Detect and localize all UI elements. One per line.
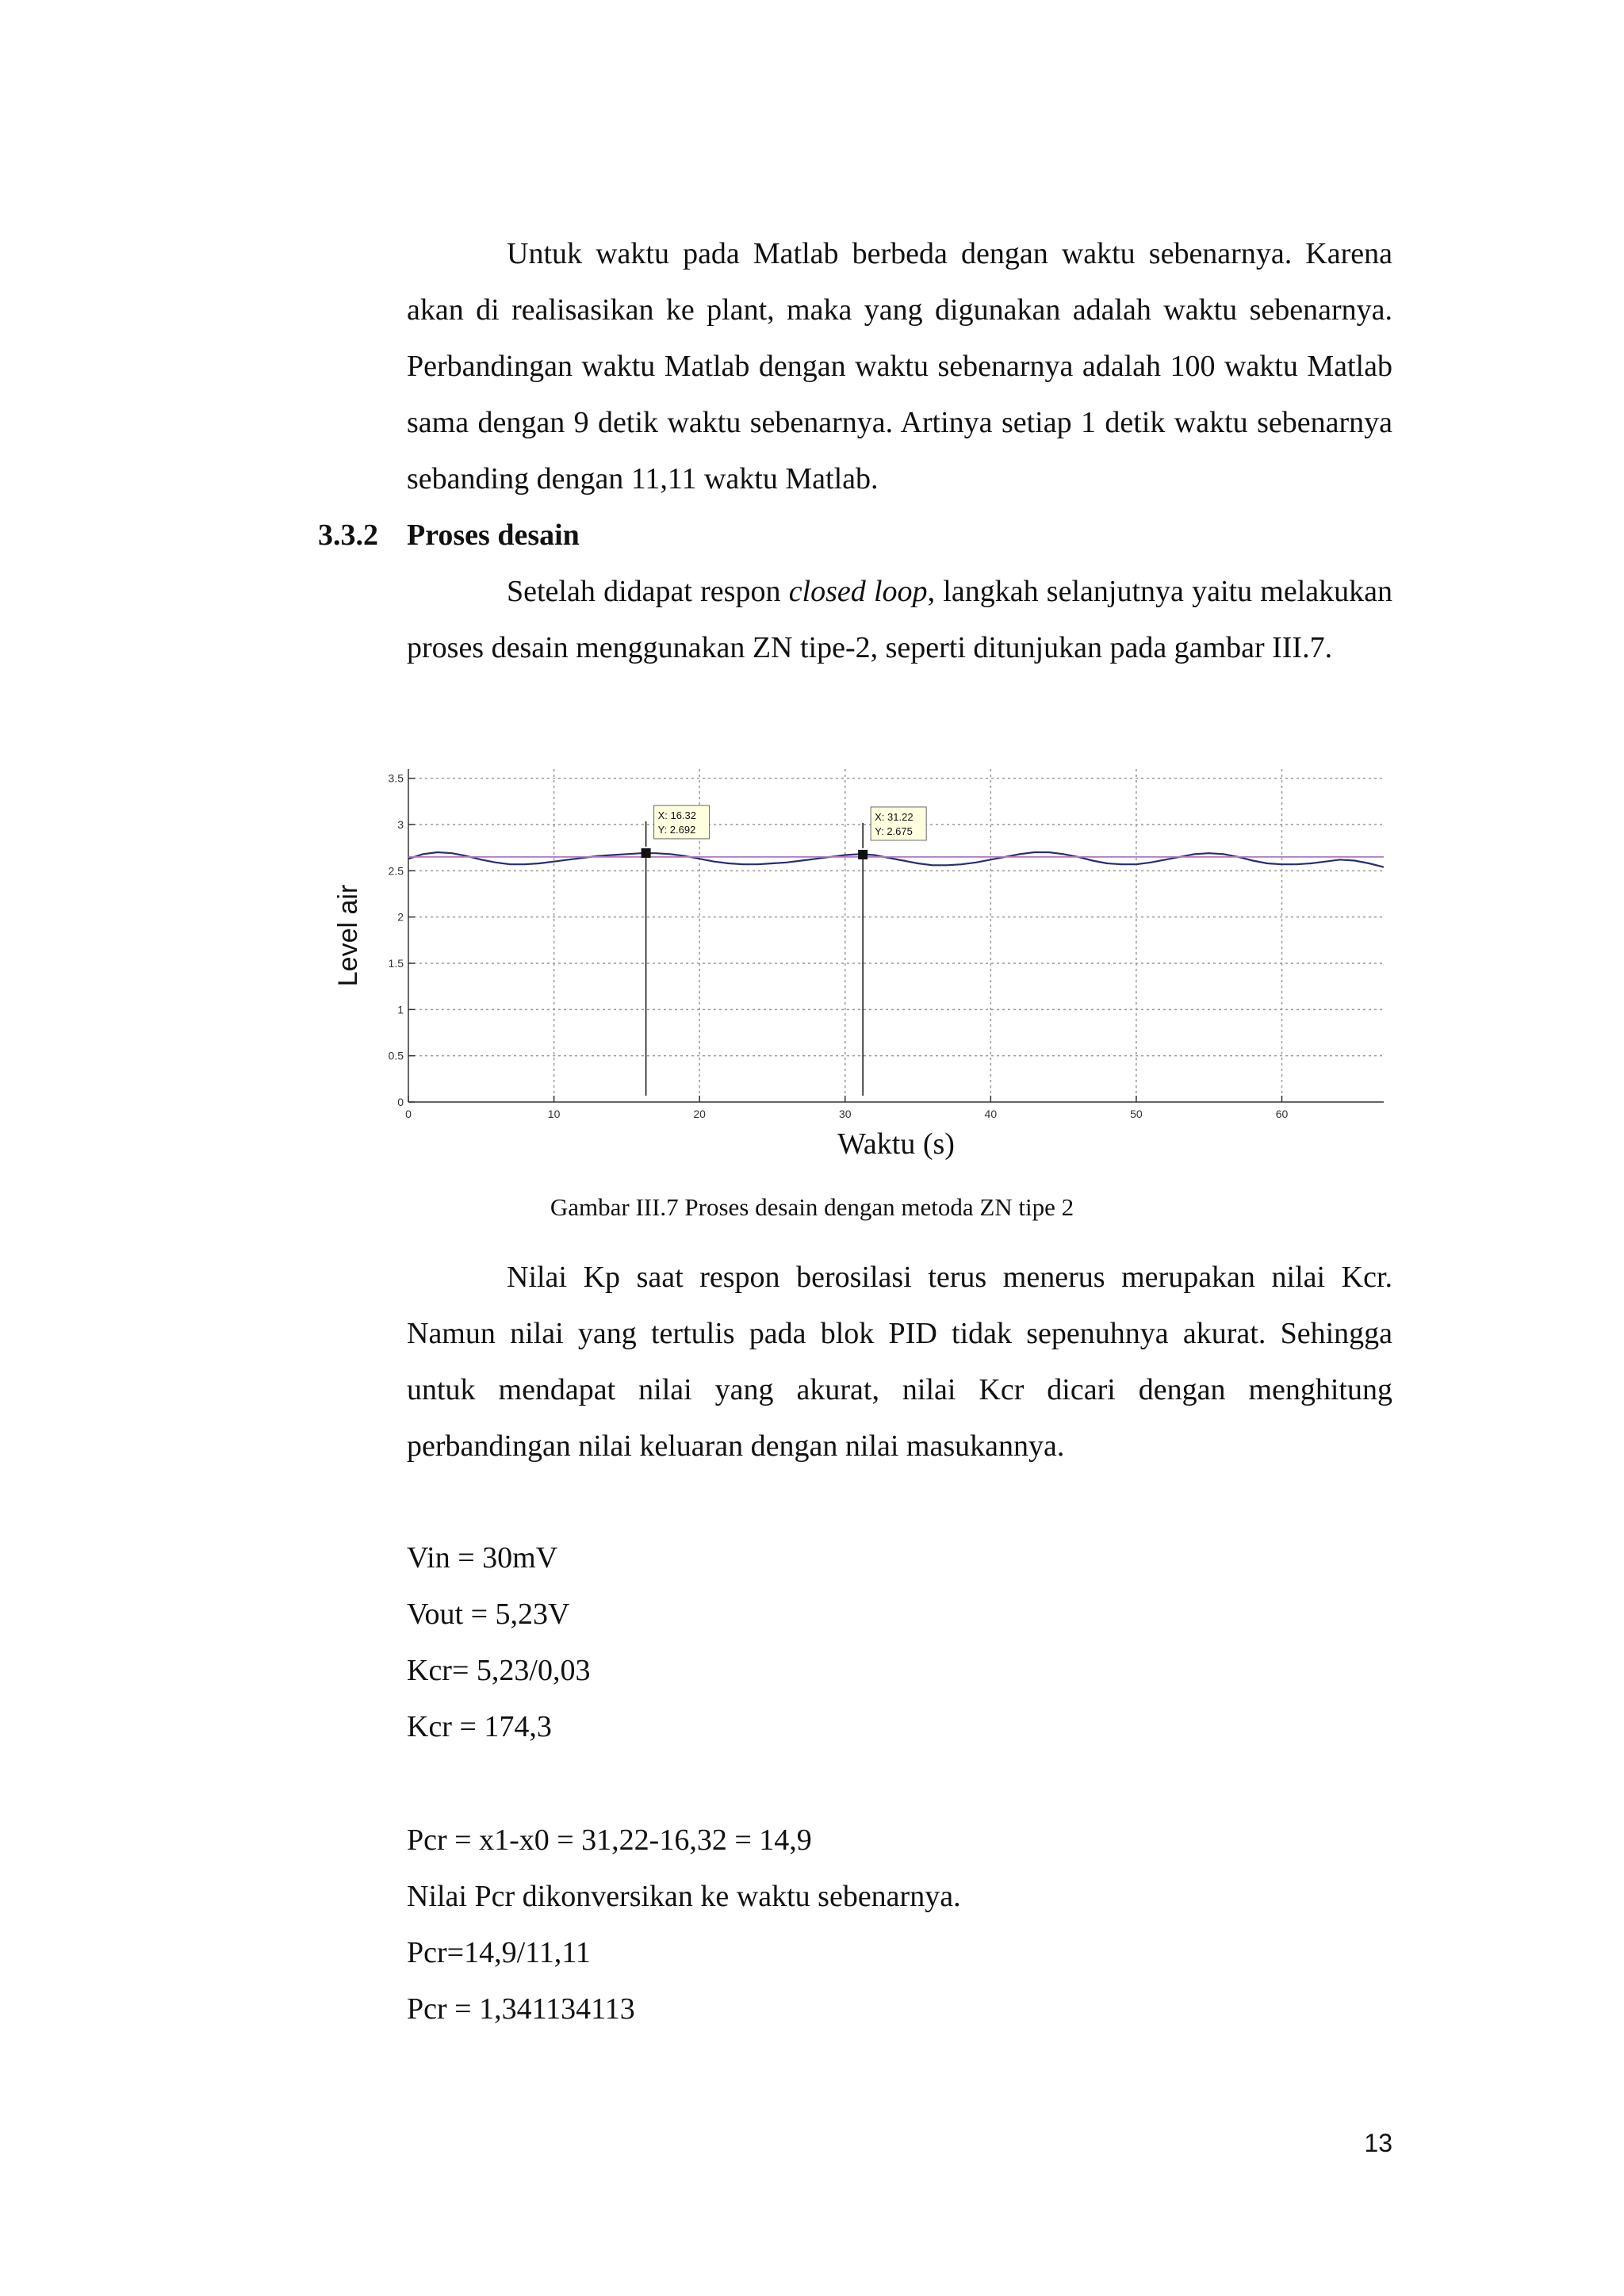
equation-vout: Vout = 5,23V bbox=[407, 1598, 570, 1631]
y-tick-label: 2 bbox=[397, 910, 404, 924]
x-tick-label: 60 bbox=[1275, 1108, 1289, 1120]
x-tick-label: 10 bbox=[547, 1108, 561, 1120]
equation-pcr-value: Pcr = 1,341134113 bbox=[407, 1992, 635, 2026]
y-tick-label: 1.5 bbox=[388, 957, 404, 970]
paragraph-kcr: Nilai Kp saat respon berosilasi terus menerus merupakan nilai Kcr. Namun nilai yang tertulis pada blok PID tidak sepenuhnya akurat. Sehingga untuk mendapat nilai yang akurat, nilai Kcr dicari dengan menghitung perbandingan nilai keluaran dengan nilai masukannya. bbox=[407, 1261, 1392, 1463]
equation-kcr-value: Kcr = 174,3 bbox=[407, 1710, 552, 1743]
y-tick-label: 1 bbox=[397, 1003, 404, 1016]
datatip-y: Y: 2.675 bbox=[875, 825, 913, 837]
x-tick-label: 0 bbox=[405, 1108, 412, 1120]
y-tick-label: 3 bbox=[397, 818, 404, 831]
section-heading bbox=[318, 507, 580, 564]
datatip-x: X: 31.22 bbox=[875, 810, 914, 823]
y-tick-label: 3.5 bbox=[388, 771, 404, 785]
equation-vin: Vin = 30mV bbox=[407, 1541, 558, 1575]
figure-caption: Gambar III.7 Proses desain dengan metoda ZN tipe 2 bbox=[550, 1193, 1074, 1221]
equation-kcr-ratio: Kcr= 5,23/0,03 bbox=[407, 1654, 591, 1687]
oscillation-chart bbox=[317, 757, 1396, 1169]
section-title: Proses desain bbox=[407, 519, 580, 552]
datatip-y: Y: 2.692 bbox=[657, 823, 696, 836]
section-number: 3.3.2 bbox=[318, 519, 378, 552]
page-number: 13 bbox=[1364, 2129, 1392, 2157]
pcr-conversion-note: Nilai Pcr dikonversikan ke waktu sebenarnya. bbox=[407, 1880, 961, 1913]
data-cursor-marker bbox=[642, 848, 651, 858]
paragraph-matlab-time: Untuk waktu pada Matlab berbeda dengan waktu sebenarnya. Karena akan di realisasikan ke plant, maka yang digunakan adalah waktu sebenarnya. Perbandingan waktu Matlab dengan waktu sebenarnya adalah 100 waktu Matlab sama dengan 9 detik waktu sebenarnya. Artinya setiap 1 detik waktu sebenarnya sebanding dengan 11,11 waktu Matlab. bbox=[407, 237, 1392, 496]
y-tick-label: 0 bbox=[397, 1096, 404, 1108]
x-axis-label: Waktu (s) bbox=[837, 1127, 955, 1161]
response-line bbox=[408, 852, 1384, 867]
datatip-x: X: 16.32 bbox=[657, 809, 697, 821]
x-tick-label: 20 bbox=[693, 1108, 706, 1120]
y-tick-label: 0.5 bbox=[388, 1049, 404, 1062]
paragraph-design-process: Setelah didapat respon closed loop, langkah selanjutnya yaitu melakukan proses desain menggunakan ZN tipe-2, seperti ditunjukan pada gambar III.7. bbox=[407, 575, 1393, 664]
x-tick-label: 30 bbox=[838, 1108, 852, 1120]
equation-pcr-difference: Pcr = x1-x0 = 31,22-16,32 = 14,9 bbox=[407, 1823, 812, 1857]
y-axis-label: Level air bbox=[333, 884, 363, 987]
data-cursor-marker bbox=[858, 850, 868, 859]
equation-pcr-ratio: Pcr=14,9/11,11 bbox=[407, 1936, 591, 1969]
x-tick-label: 40 bbox=[984, 1108, 998, 1120]
x-tick-label: 50 bbox=[1130, 1108, 1143, 1120]
closed-loop-term: closed loop bbox=[788, 575, 928, 608]
y-tick-label: 2.5 bbox=[388, 864, 404, 878]
